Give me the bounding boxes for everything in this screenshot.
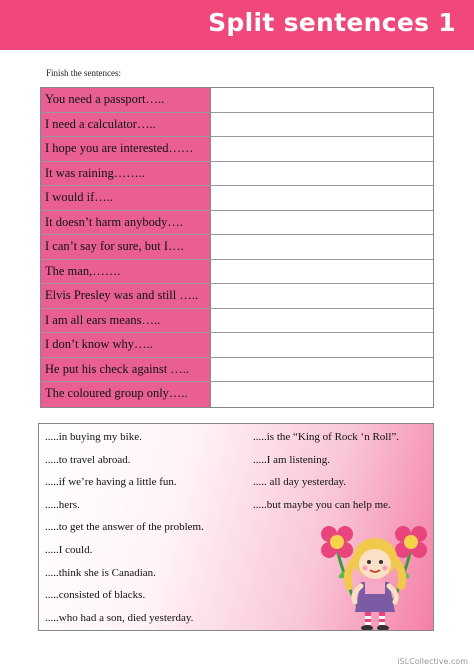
answer-cell[interactable]	[211, 137, 433, 161]
ending-item: .....in buying my bike.	[45, 431, 142, 443]
ending-item: .....is the “King of Rock ‘n Roll”.	[253, 431, 400, 443]
ending-item: ..... all day yesterday.	[253, 476, 347, 489]
table-row	[41, 137, 433, 162]
sentence-start: I need a calculator…..	[41, 113, 211, 137]
table-row	[41, 211, 433, 236]
ending-item: .....to get the answer of the problem.	[45, 521, 204, 534]
header-bar	[0, 0, 474, 50]
ending-item: .....hers.	[45, 498, 80, 511]
table-row	[41, 333, 433, 358]
table-row	[41, 113, 433, 138]
answer-cell[interactable]	[211, 211, 433, 235]
sentence-start: He put his check against …..	[41, 358, 211, 382]
answer-cell[interactable]	[211, 382, 433, 407]
girl-with-flowers-illustration	[315, 510, 434, 631]
sentence-start: I would if…..	[41, 186, 211, 210]
ending-item: .....I could.	[45, 543, 93, 556]
answer-cell[interactable]	[211, 260, 433, 284]
answer-cell[interactable]	[211, 333, 433, 357]
endings-column-right	[253, 430, 399, 520]
answer-cell[interactable]	[211, 284, 433, 308]
sentence-start: I don’t know why…..	[41, 333, 211, 357]
sentence-start: I hope you are interested……	[41, 137, 211, 161]
answer-cell[interactable]	[211, 88, 433, 112]
sentence-start: Elvis Presley was and still …..	[41, 284, 211, 308]
answer-cell[interactable]	[211, 358, 433, 382]
table-row	[41, 358, 433, 383]
instruction-text: Finish the sentences:	[46, 68, 121, 78]
answer-cell[interactable]	[211, 235, 433, 259]
endings-column-left	[45, 430, 204, 631]
ending-item: .....consisted of blacks.	[45, 589, 146, 602]
sentence-start: I am all ears means…..	[41, 309, 211, 333]
table-row	[41, 260, 433, 285]
table-row	[41, 162, 433, 187]
sentence-start: I can’t say for sure, but I….	[41, 235, 211, 259]
table-row	[41, 88, 433, 113]
sentence-table	[40, 87, 434, 408]
answer-cell[interactable]	[211, 186, 433, 210]
ending-item: .....if we’re having a little fun.	[45, 476, 177, 489]
footer-watermark: iSLCollective.com	[397, 657, 468, 666]
table-row	[41, 235, 433, 260]
table-row	[41, 186, 433, 211]
sentence-start: The coloured group only…..	[41, 382, 211, 407]
ending-item: .....I am listening.	[253, 453, 330, 466]
ending-item: .....think she is Canadian.	[45, 566, 156, 579]
page-title: Split sentences 1	[208, 8, 456, 37]
ending-item: .....who had a son, died yesterday.	[45, 611, 194, 624]
answer-cell[interactable]	[211, 113, 433, 137]
sentence-start: It doesn’t harm anybody….	[41, 211, 211, 235]
ending-item: .....but maybe you can help me.	[253, 498, 391, 511]
answer-cell[interactable]	[211, 309, 433, 333]
endings-box	[38, 423, 434, 631]
table-row	[41, 284, 433, 309]
sentence-start: It was raining……..	[41, 162, 211, 186]
ending-item: .....to travel abroad.	[45, 453, 131, 466]
table-row	[41, 309, 433, 334]
sentence-start: You need a passport…..	[41, 88, 211, 112]
table-row	[41, 382, 433, 407]
answer-cell[interactable]	[211, 162, 433, 186]
sentence-start: The man,…….	[41, 260, 211, 284]
